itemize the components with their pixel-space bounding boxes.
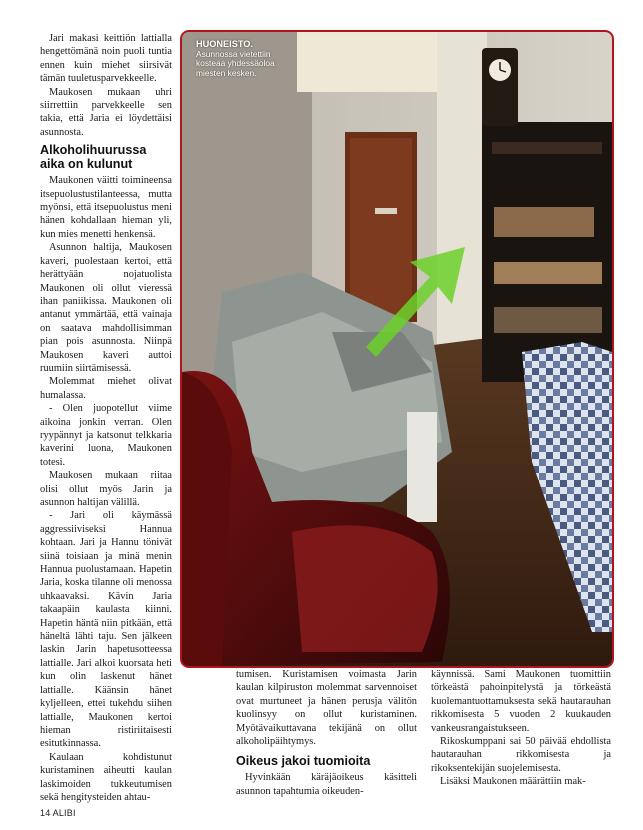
page-number: 14	[40, 808, 51, 818]
subheading: Alkoholihuurussa aika on kulunut	[40, 143, 147, 172]
caption-text: Asunnossa vietettiin kosteaa yhdessäoloa miesten kesken.	[196, 48, 275, 78]
caption-title: HUONEISTO.	[196, 39, 254, 49]
room-illustration	[182, 32, 612, 666]
paragraph: Jari makasi keittiön lattialla hengettömänä noin puoli tuntia ennen kuin miehet siirsivät tämän tuuletusparvekkeelle.	[40, 33, 172, 85]
paragraph: Lisäksi Maukonen määrättiin mak-	[440, 776, 586, 788]
page-footer	[40, 808, 76, 818]
magazine-name: ALIBI	[52, 808, 76, 818]
paragraph: Molemmat miehet olivat humalassa.	[40, 376, 172, 401]
article-column-3	[431, 668, 611, 808]
article-column-2	[236, 668, 417, 808]
paragraph: Maukonen väitti toimineensa itsepuolustustilanteessa, mutta myönsi, että itsepuolustus meni hänen kohdallaan hieman yli, kun mies menetti henkensä.	[40, 175, 172, 240]
apartment-photo	[180, 30, 614, 668]
paragraph: Kaulaan kohdistunut kuristaminen aiheutti kaulan laskimoiden tukkeutumisen sekä hengitysteiden ahtau-	[40, 751, 172, 803]
article-column-1	[40, 32, 172, 807]
paragraph: - Olen juopotellut viime aikoina jonkin verran. Olen ryypännyt ja katsonut telkkaria kaverini luona, Maukonen totesi.	[40, 403, 172, 468]
paragraph: Maukosen mukaan riitaa olisi ollut myös Jarin ja asunnon haltijan välillä.	[40, 470, 172, 508]
paragraph: tumisen. Kuristamisen voimasta Jarin kaulan kilpiruston molemmat sarvennoiset ovat murtuneet ja hänen perusja välitön kuolinsyy on ollut kuristaminen. Myötävaikuttavana tekijänä on ollut alkoholipäihtymys.	[236, 669, 417, 748]
paragraph: - Jari oli käymässä aggressiiviseksi Hannua kohtaan. Jari ja Hannu tönivät siinä toisiaan ja minä menin Hannua puolustamaan. Hapetin Jaria, koska tilanne oli menossa uhkaavaksi. Kävin Jaria takaapäin kaulasta kiinni. Hapetin häntä niin pitkään, että häneltä lähti taju. Sen jälkeen laskin Jarin hapetusotteessa lattialle. Jari alkoi kuorsata heti kun olin laskenut hänet lattialle. Käänsin hänet kyljelleen, ettei tukehdu siihen lattialle, Maukonen kertoi hieman ristiriitaisesti esitutkinnassa.	[40, 510, 172, 750]
paragraph: Asunnon haltija, Maukosen kaveri, puolestaan kertoi, että herättyään nojatuolista Maukonen oli ollut vieressä ihan paniikissa. Maukonen oli antanut ymmärtää, että vainaja on saatava mahdollisimman pian pois asunnosta. Niinpä Maukosen kaveri auttoi ruumiin siirtämisessä.	[40, 242, 172, 374]
paragraph: Hyvinkään käräjäoikeus käsitteli asunnon tapahtumia oikeuden-	[236, 772, 417, 797]
paragraph: Rikoskumppani sai 50 päivää ehdollista hautarauhan rikkomisesta ja rikoksentekijän suojelemisesta.	[431, 736, 611, 774]
subheading: Oikeus jakoi tuomioita	[236, 754, 371, 769]
paragraph: käynnissä. Sami Maukonen tuomittiin törkeästä pahoinpitelystä ja törkeästä kuolemantuottamuksesta sekä hautarauhan rikkomisesta 5 vuoden 2 kuukauden vankeusrangaistukseen.	[431, 669, 611, 734]
paragraph: Maukosen mukaan uhri siirrettiin parvekkeelle sen takia, että Jaria ei löydettäisi asunnosta.	[40, 86, 172, 138]
photo-caption	[196, 40, 288, 78]
